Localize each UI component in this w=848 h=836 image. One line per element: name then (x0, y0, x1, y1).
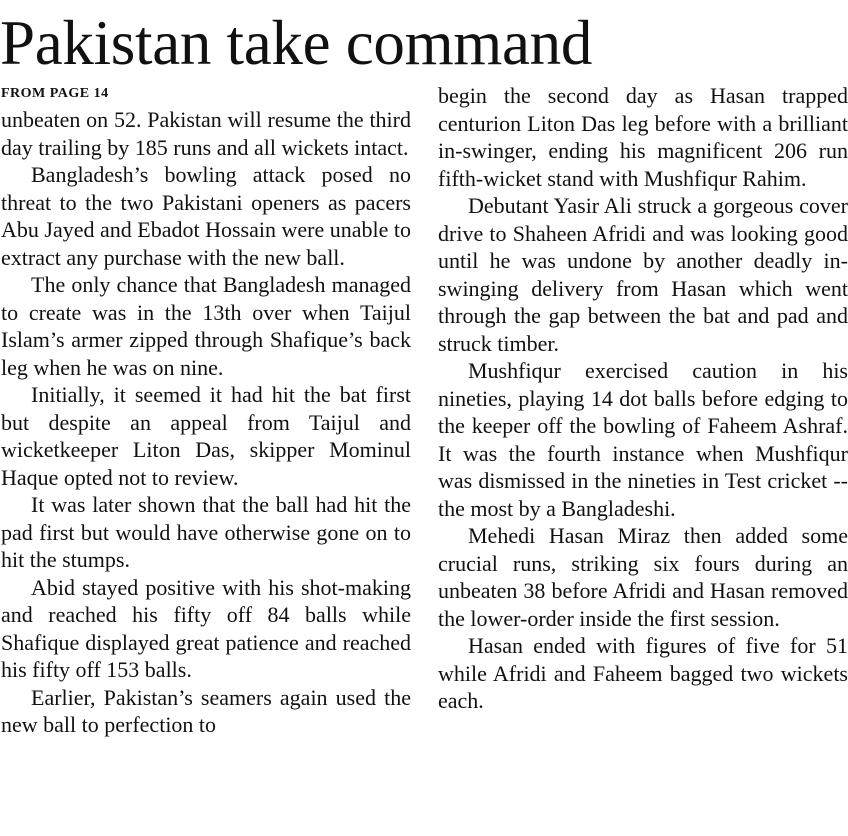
paragraph: Bangladesh’s bowling attack posed no threat to the two Pakistani openers as pacers Abu Jayed and Ebadot Hossain were unable to extract any purchase with the new ball. (1, 162, 411, 270)
continued-from-label: FROM PAGE 14 (1, 86, 109, 101)
paragraph: The only chance that Bangladesh managed to create was in the 13th over when Taijul Islam’s armer zipped through Shafique’s back leg when he was on nine. (1, 272, 411, 380)
paragraph: Abid stayed positive with his shot-making and reached his fifty off 84 balls while Shafique displayed great patience and reached his fifty off 153 balls. (1, 574, 411, 682)
paragraph: It was later shown that the ball had hit the pad first but would have otherwise gone on to hit the stumps. (1, 492, 411, 572)
paragraph: Hasan ended with figures of five for 51 while Afridi and Faheem bagged two wickets each. (438, 633, 848, 713)
paragraph: Mehedi Hasan Miraz then added some crucial runs, striking six fours during an unbeaten 38 before Afridi and Hasan removed the lower-order inside the first session. (438, 523, 848, 631)
paragraph: Mushfiqur exercised caution in his nineties, playing 14 dot balls before edging to the keeper off the bowling of Faheem Ashraf. It was the fourth instance when Mushfiqur was dismissed in the nineties in Test cricket -- the most by a Bangladeshi. (438, 358, 848, 521)
paragraph: Initially, it seemed it had hit the bat first but despite an appeal from Taijul and wicketkeeper Liton Das, skipper Mominul Haque opted not to review. (1, 382, 411, 490)
paragraph: begin the second day as Hasan trapped centurion Liton Das leg before with a brilliant in-swinger, ending his magnificent 206 run fifth-wicket stand with Mushfiqur Rahim. (438, 83, 848, 191)
paragraph: Debutant Yasir Ali struck a gorgeous cover drive to Shaheen Afridi and was looking good until he was undone by another deadly in-swinging delivery from Hasan which went through the gap between the bat and pad and struck timber. (438, 193, 848, 356)
paragraph: unbeaten on 52. Pakistan will resume the third day trailing by 185 runs and all wickets intact. (1, 107, 411, 160)
paragraph: Earlier, Pakistan’s seamers again used the new ball to perfection to (1, 684, 411, 737)
article-column-right (438, 82, 848, 715)
headline: Pakistan take command (0, 8, 593, 78)
article-column-left (1, 82, 411, 739)
